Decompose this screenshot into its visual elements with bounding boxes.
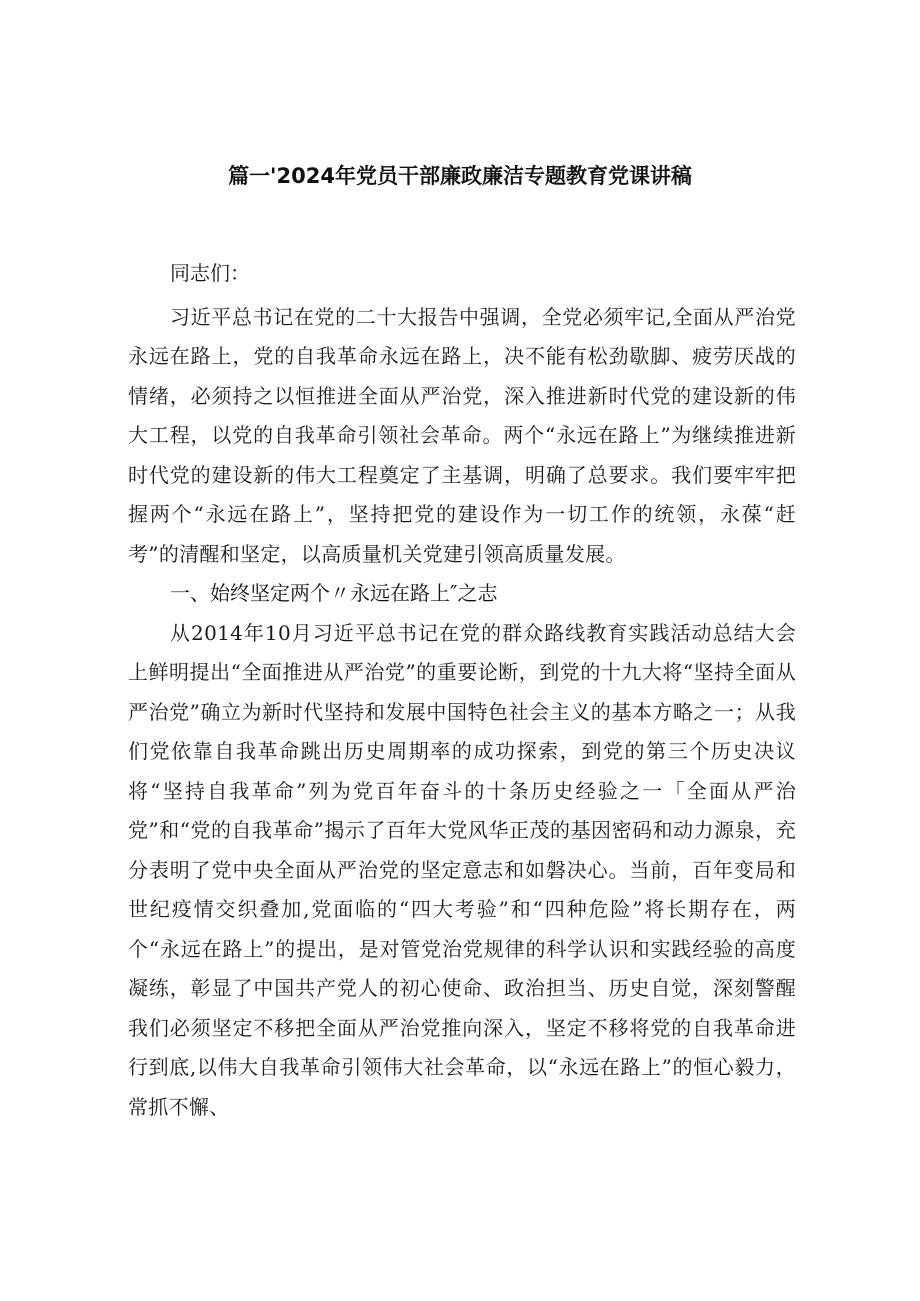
section-heading: 一、始终坚定两个〃永远在路上″之志 — [170, 581, 498, 605]
document-body — [128, 254, 796, 1127]
intro-paragraph: 习近平总书记在党的二十大报告中强调，全党必须牢记,全面从严治党永远在路上，党的自我革命永远在路上，决不能有松劲歇脚、疲劳厌战的情绪，必须持之以恒推进全面从严治党，深入推进新时代党的建设新的伟大工程，以党的自我革命引领社会革命。两个“永远在路上”为继续推进新时代党的建设新的伟大工程奠定了主基调，明确了总要求。我们要牢牢把握两个“永远在路上”，坚持把党的建设作为一切工作的统领，永葆“赶考”的清醒和坚定，以高质量机关党建引领高质量发展。 — [128, 304, 796, 566]
salutation: 同志们： — [170, 261, 250, 285]
document-title: 篇一'2024年党员干部廉政廉洁专题教育党课讲稿 — [228, 164, 692, 188]
section-paragraph: 从2014年10月习近平总书记在党的群众路线教育实践活动总结大会上鲜明提出“全面推进从严治党”的重要论断，到党的十九大将“坚持全面从严治党”确立为新时代坚持和发展中国特色社会主义的基本方略之一；从我们党依靠自我革命跳出历史周期率的成功探索，到党的第三个历史决议将“坚持自我革命”列为党百年奋斗的十条历史经验之一「全面从严治党”和“党的自我革命”揭示了百年大党风华正茂的基因密码和动力源泉，充分表明了党中央全面从严治党的坚定意志和如磐决心。当前，百年变局和世纪疫情交织叠加,党面临的“四大考验”和“四种危险”将长期存在，两个“永远在路上”的提出，是对管党治党规律的科学认识和实践经验的高度凝练，彰显了中国共产党人的初心使命、政治担当、历史自觉，深刻警醒我们必须坚定不移把全面从严治党推向深入，坚定不移将党的自我革命进行到底,以伟大自我革命引领伟大社会革命，以“永远在路上”的恒心毅力，常抓不懈、 — [128, 620, 796, 1119]
